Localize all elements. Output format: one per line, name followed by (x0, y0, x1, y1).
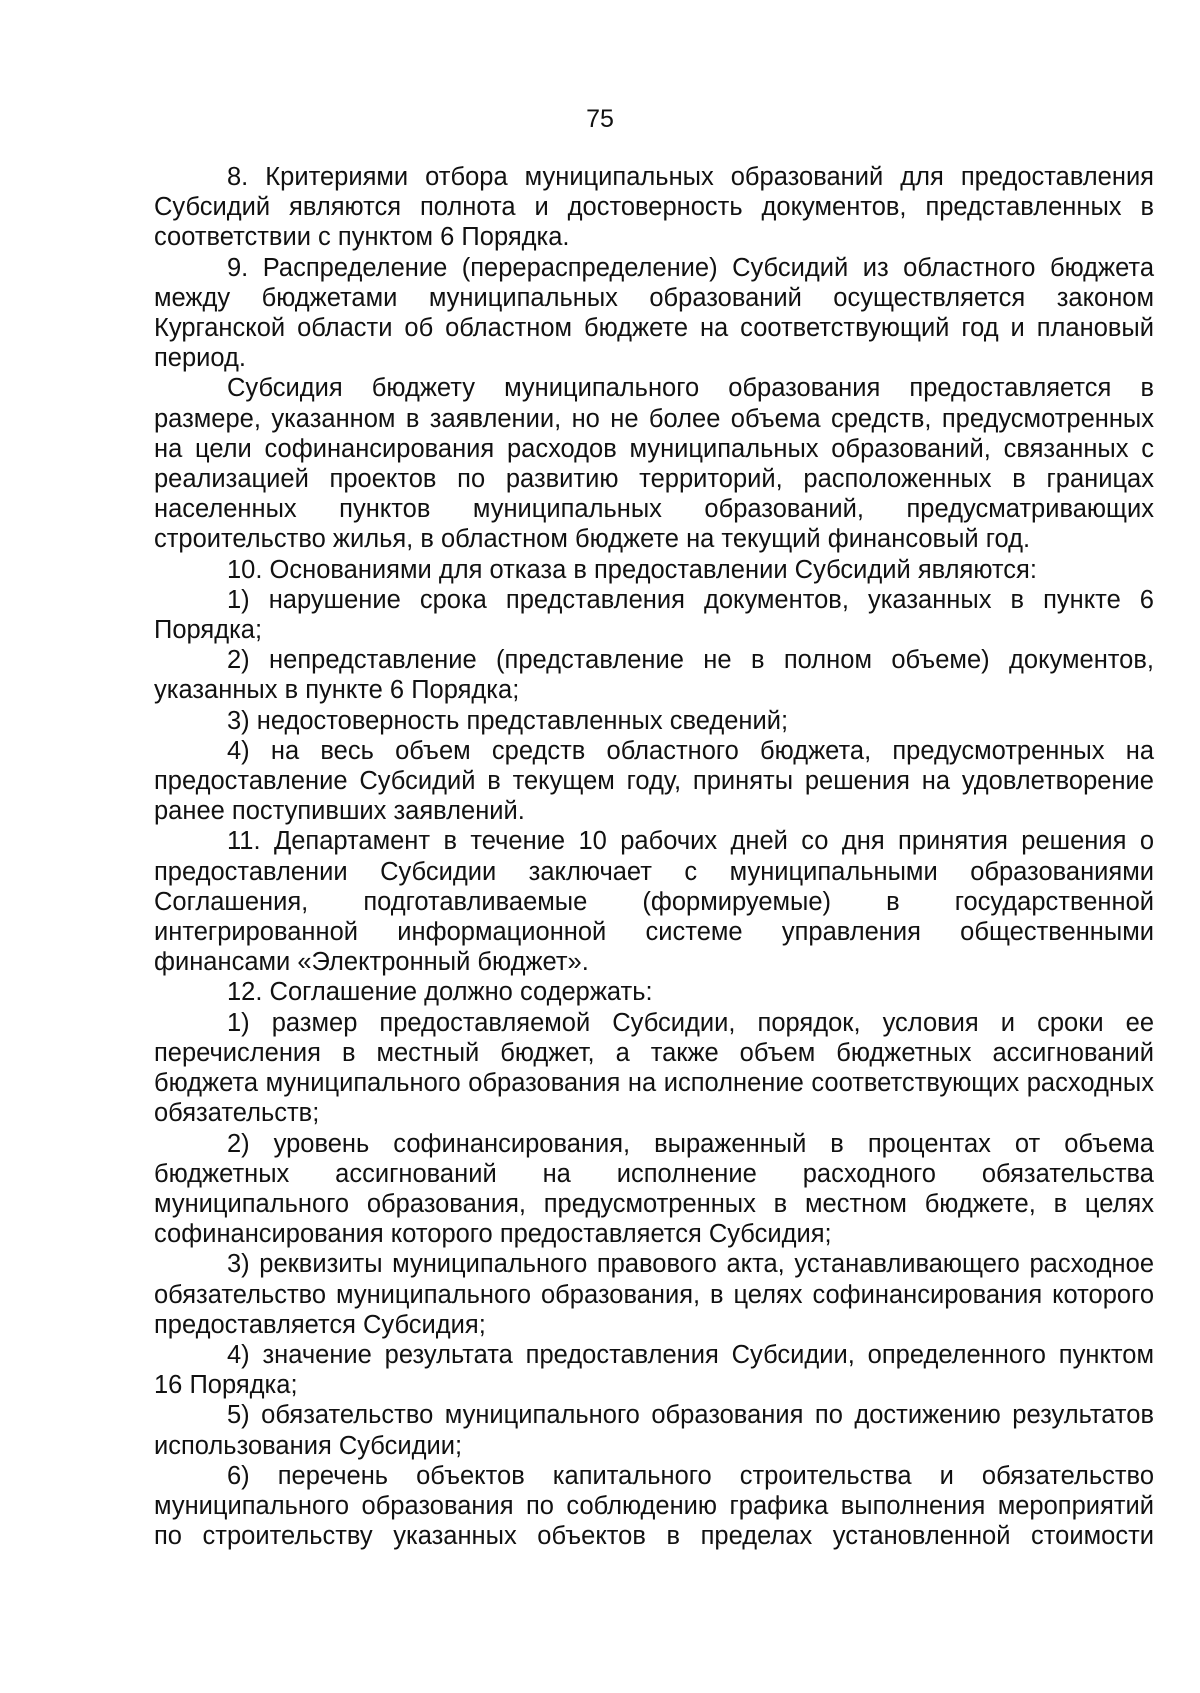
paragraph-subsidy-amount: Субсидия бюджету муниципального образования предоставляется в размере, указанном в заявлении, но не более объема средств, предусмотренных на цели софинансирования расходов муниципальных образований, связанных с реализацией проектов по развитию территорий, расположенных в границах населенных пунктов муниципальных образований, предусматривающих строительство жилья, в областном бюджете на текущий финансовый год. (154, 374, 1154, 554)
list-item-agreement-2: 2) уровень софинансирования, выраженный в процентах от объема бюджетных ассигнований на исполнение расходного обязательства муниципального образования, предусмотренных в местном бюджете, в целях софинансирования которого предоставляется Субсидия; (154, 1129, 1154, 1249)
list-item-refusal-4: 4) на весь объем средств областного бюджета, предусмотренных на предоставление Субсидий в текущем году, приняты решения на удовлетворение ранее поступивших заявлений. (154, 736, 1154, 826)
list-item-agreement-6: 6) перечень объектов капитального строительства и обязательство муниципального образования по соблюдению графика выполнения мероприятий по строительству указанных объектов в пределах установленной стоимости (154, 1461, 1154, 1551)
document-body (154, 162, 1154, 1551)
paragraph-8-selection-criteria: 8. Критериями отбора муниципальных образований для предоставления Субсидий являются полнота и достоверность документов, представленных в соответствии с пунктом 6 Порядка. (154, 163, 1154, 252)
list-item-agreement-3: 3) реквизиты муниципального правового акта, устанавливающего расходное обязательство муниципального образования, в целях софинансирования которого предоставляется Субсидия; (154, 1250, 1154, 1339)
paragraph-9-distribution: 9. Распределение (перераспределение) Субсидий из областного бюджета между бюджетами муниципальных образований осуществляется законом Курганской области об областном бюджете на соответствующий год и плановый период. (154, 253, 1154, 373)
paragraph-10-refusal-grounds: 10. Основаниями для отказа в предоставлении Субсидий являются: (227, 555, 1037, 584)
list-item-agreement-1: 1) размер предоставляемой Субсидии, порядок, условия и сроки ее перечисления в местный бюджет, а также объем бюджетных ассигнований бюджета муниципального образования на исполнение соответствующих расходных обязательств; (154, 1008, 1154, 1128)
list-item-refusal-1: 1) нарушение срока представления документов, указанных в пункте 6 Порядка; (154, 585, 1154, 645)
list-item-refusal-2: 2) непредставление (представление не в полном объеме) документов, указанных в пункте 6 Порядка; (154, 646, 1154, 705)
list-item-refusal-3: 3) недостоверность представленных сведений; (227, 706, 789, 735)
paragraph-11-agreements: 11. Департамент в течение 10 рабочих дней со дня принятия решения о предоставлении Субсидии заключает с муниципальными образованиями Соглашения, подготавливаемые (формируемые) в государственной интегрированной информационной системе управления общественными финансами «Электронный бюджет». (154, 827, 1154, 977)
page-number: 75 (586, 105, 614, 133)
list-item-agreement-4: 4) значение результата предоставления Субсидии, определенного пунктом 16 Порядка; (154, 1340, 1154, 1400)
paragraph-12-agreement-content: 12. Соглашение должно содержать: (227, 978, 653, 1007)
list-item-agreement-5: 5) обязательство муниципального образования по достижению результатов использования Субсидии; (154, 1401, 1154, 1460)
